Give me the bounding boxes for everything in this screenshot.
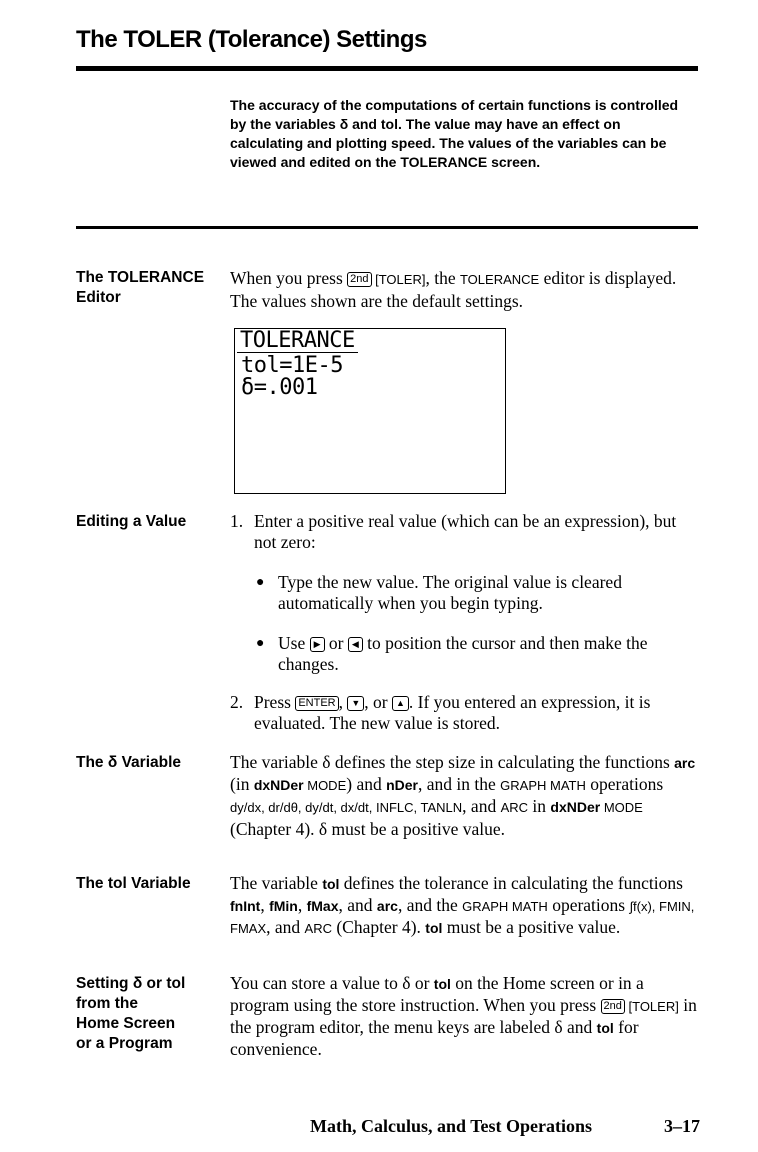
menu-tolerance: TOLERANCE [459,272,540,287]
up-arrow-key-icon: ▲ [392,696,409,711]
heading-line: from the [76,995,138,1012]
screen-delta-line: δ=.001 [241,375,318,400]
heading-delta-variable: The δ Variable [76,754,182,771]
calculator-screen [234,328,506,494]
right-arrow-key-icon: ▶ [310,637,325,652]
page-title: The TOLER (Tolerance) Settings [76,26,427,53]
menu-toler: [TOLER] [371,272,426,287]
heading-tol-variable: The tol Variable [76,875,191,892]
heading-editing-value: Editing a Value [76,513,187,530]
editor-paragraph: When you press 2nd [TOLER], the TOLERANCE editor is displayed. The values shown are the default settings. [230,268,677,311]
tol-paragraph: The variable tol defines the tolerance in calculating the functions fnInt, fMin, fMax, and arc, and the GRAPH MATH operations ∫f(x), FMIN, FMAX, and ARC (Chapter 4). tol must be a positive value. [230,873,695,937]
screen-tol-line: tol=1E-5 [241,353,343,378]
key-enter: ENTER [295,696,338,711]
step-number: 2. [230,692,244,712]
section-rule [76,226,698,229]
step-2: Press ENTER , ▼ , or ▲ . If you entered an expression, it is evaluated. The new value is stored. [254,692,651,733]
page-footer [310,1116,700,1137]
menu-toler: [TOLER] [624,998,679,1014]
delta-paragraph: The variable δ defines the step size in calculating the functions arc (in dxNDer MODE) and nDer, and in the GRAPH MATH operations dy/dx, dr/dθ, dy/dt, dx/dt, INFLC, TANLN, and ARC in dxNDer MODE (Chapter 4). δ must be a positive value. [230,752,696,839]
heading-line: Setting δ or tol [76,975,186,992]
bullet-2: Use ▶ or ◀ to position the cursor and then make the changes. [278,633,648,674]
footer-chapter: Math, Calculus, and Test Operations [310,1116,593,1136]
down-arrow-key-icon: ▼ [347,696,364,711]
heading-setting-from-home [76,974,224,1054]
heading-line: or a Program [76,1035,173,1052]
bullet-1: Type the new value. The original value is cleared automatically when you begin typing. [278,572,622,613]
heading-line: The TOLERANCE [76,269,205,286]
setting-paragraph: You can store a value to δ or tol on the Home screen or in a program using the store instruction. When you press 2nd [TOLER] in the program editor, the menu keys are labeled δ and tol for convenience. [230,973,697,1059]
intro-paragraph: The accuracy of the computations of certain functions is controlled by the variables δ and tol. The value may have an effect on calculating and plotting speed. The values of the variables can be viewed and edited on the TOLERANCE screen. [230,97,679,170]
title-rule [76,66,698,71]
editing-steps [230,511,700,741]
step-1: Enter a positive real value (which can be an expression), but not zero: [254,511,677,552]
heading-tolerance-editor [76,268,224,308]
bullet-icon: ● [256,636,265,651]
heading-line: Editor [76,289,121,306]
left-arrow-key-icon: ◀ [348,637,363,652]
screen-title: TOLERANCE [237,330,358,353]
bullet-icon: ● [256,575,265,590]
key-2nd: 2nd [601,999,625,1014]
heading-line: Home Screen [76,1015,176,1032]
page-number: 3–17 [664,1116,700,1136]
step-number: 1. [230,511,244,531]
key-2nd: 2nd [347,272,371,287]
